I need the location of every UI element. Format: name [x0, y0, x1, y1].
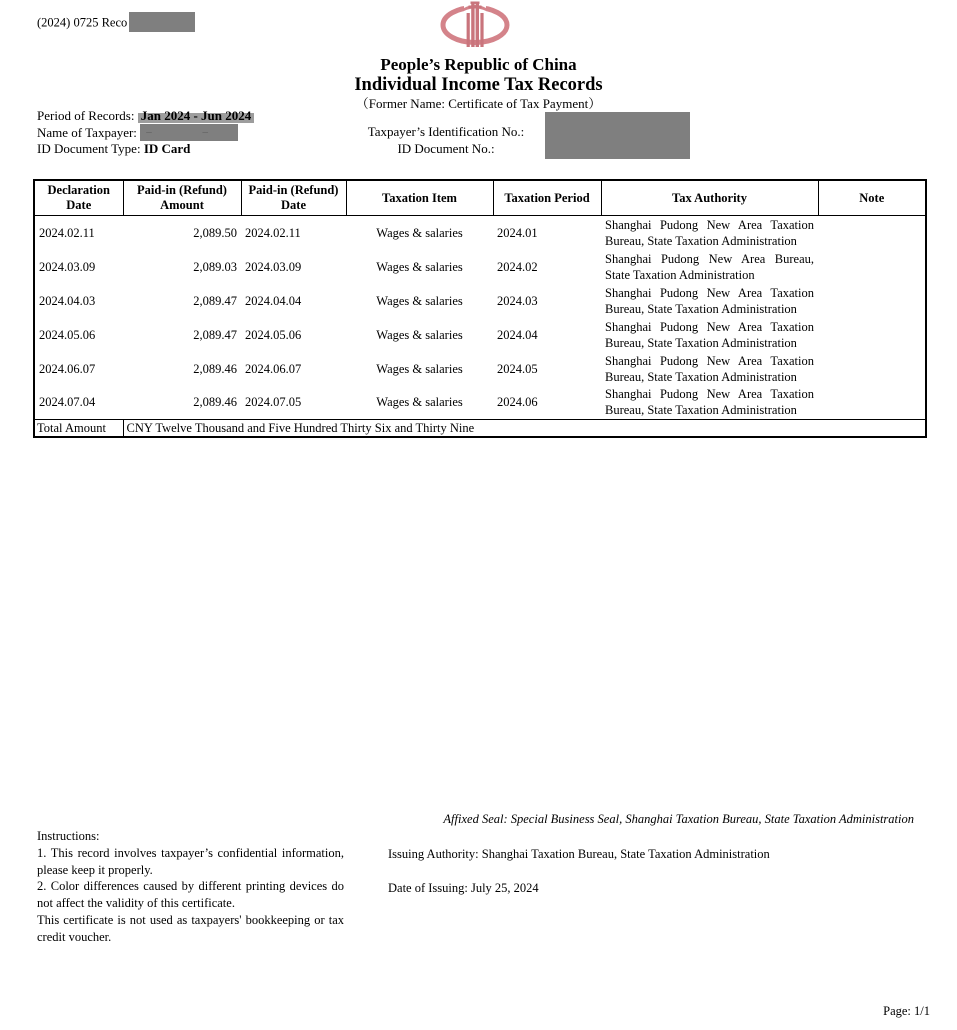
note-cell [818, 386, 926, 420]
redaction-box [129, 12, 195, 32]
instructions-block [37, 828, 344, 946]
taxation-period-cell: 2024.06 [497, 395, 538, 410]
redaction-box: – – [140, 124, 238, 141]
name-of-taxpayer-label: Name of Taxpayer: [37, 124, 137, 140]
tax-authority-cell: Shanghai Pudong New Area Taxation Bureau, State Taxation Administration [605, 319, 814, 350]
paid-in-amount-cell: 2,089.46 [193, 361, 237, 376]
table-row [34, 318, 926, 352]
paid-in-amount-cell: 2,089.50 [193, 225, 237, 240]
declaration-date-cell: 2024.03.09 [39, 259, 96, 274]
declaration-date-cell: 2024.06.07 [39, 361, 96, 376]
document-number-text: (2024) 0725 Reco [37, 15, 128, 30]
note-cell [818, 352, 926, 386]
instruction-item-3: This certificate is not used as taxpayers' bookkeeping or tax credit voucher. [37, 912, 344, 944]
paid-in-amount-cell: 2,089.03 [193, 259, 237, 274]
id-document-type-label: ID Document Type: [37, 141, 141, 157]
declaration-date-cell: 2024.07.04 [39, 395, 96, 410]
china-taxation-emblem-icon [437, 1, 513, 47]
col-paid-in-refund-amount: Paid-in (Refund) Amount [123, 180, 241, 216]
page-title-country: People’s Republic of China [380, 55, 577, 74]
tax-authority-cell: Shanghai Pudong New Area Bureau, State Taxation Administration [605, 251, 814, 282]
table-row [34, 284, 926, 318]
col-taxation-item: Taxation Item [346, 180, 493, 216]
tax-authority-cell: Shanghai Pudong New Area Taxation Bureau, State Taxation Administration [605, 387, 814, 418]
total-amount-label: Total Amount [34, 420, 123, 438]
taxation-period-cell: 2024.01 [497, 225, 538, 240]
col-tax-authority: Tax Authority [601, 180, 818, 216]
taxpayer-fields-right [350, 124, 542, 157]
page-subtitle-former-name: （Former Name: Certificate of Tax Payment） [355, 96, 602, 111]
col-declaration-date: Declaration Date [34, 180, 123, 216]
taxation-item-cell: Wages & salaries [376, 361, 463, 376]
paid-in-date-cell: 2024.04.04 [245, 293, 302, 308]
instruction-item-1: 1. This record involves taxpayer’s confidential information, please keep it properly. [37, 845, 344, 877]
note-cell [818, 318, 926, 352]
paid-in-date-cell: 2024.03.09 [245, 259, 302, 274]
id-document-no-label: ID Document No.: [397, 140, 495, 156]
id-document-type-value: ID Card [143, 141, 191, 157]
taxpayer-fields-left [37, 108, 254, 158]
taxation-item-cell: Wages & salaries [376, 327, 463, 342]
period-of-records-label: Period of Records: [37, 108, 135, 123]
issuing-authority-line: Issuing Authority: Shanghai Taxation Bureau, State Taxation Administration [388, 847, 770, 861]
taxation-item-cell: Wages & salaries [376, 259, 463, 274]
title-block [0, 55, 957, 112]
col-note: Note [818, 180, 926, 216]
note-cell [818, 284, 926, 318]
paid-in-amount-cell: 2,089.46 [193, 395, 237, 410]
total-amount-value: CNY Twelve Thousand and Five Hundred Thirty Six and Thirty Nine [123, 420, 926, 438]
taxation-period-cell: 2024.02 [497, 259, 538, 274]
declaration-date-cell: 2024.04.03 [39, 293, 96, 308]
tax-authority-cell: Shanghai Pudong New Area Taxation Bureau, State Taxation Administration [605, 285, 814, 316]
taxation-item-cell: Wages & salaries [376, 225, 463, 240]
paid-in-date-cell: 2024.02.11 [245, 225, 301, 240]
table-row [34, 352, 926, 386]
instruction-item-2: 2. Color differences caused by different printing devices do not affect the validity of this certificate. [37, 879, 344, 911]
instructions-title: Instructions: [37, 829, 100, 843]
taxpayer-identification-no-label: Taxpayer’s Identification No.: [367, 124, 525, 139]
taxation-period-cell: 2024.03 [497, 293, 538, 308]
page-title-document: Individual Income Tax Records [354, 75, 603, 95]
redaction-box [545, 112, 690, 159]
col-taxation-period: Taxation Period [493, 180, 601, 216]
tax-authority-cell: Shanghai Pudong New Area Taxation Bureau, State Taxation Administration [605, 217, 814, 248]
declaration-date-cell: 2024.05.06 [39, 327, 96, 342]
note-cell [818, 216, 926, 250]
paid-in-amount-cell: 2,089.47 [193, 293, 237, 308]
taxation-item-cell: Wages & salaries [376, 293, 463, 308]
paid-in-amount-cell: 2,089.47 [193, 327, 237, 342]
table-header-row [34, 180, 926, 216]
tax-records-table [33, 179, 925, 438]
note-cell [818, 250, 926, 284]
table-total-row [34, 420, 926, 438]
declaration-date-cell: 2024.02.11 [39, 225, 95, 240]
affixed-seal-note: Affixed Seal: Special Business Seal, Shanghai Taxation Bureau, State Taxation Administration [443, 812, 914, 826]
taxation-period-cell: 2024.04 [497, 327, 538, 342]
paid-in-date-cell: 2024.07.05 [245, 395, 302, 410]
taxation-item-cell: Wages & salaries [376, 395, 463, 410]
paid-in-date-cell: 2024.06.07 [245, 361, 302, 376]
table-row [34, 386, 926, 420]
col-paid-in-refund-date: Paid-in (Refund) Date [241, 180, 346, 216]
date-of-issuing-line: Date of Issuing: July 25, 2024 [388, 881, 539, 895]
taxation-period-cell: 2024.05 [497, 361, 538, 376]
table-row [34, 250, 926, 284]
table-row [34, 216, 926, 250]
document-number [37, 15, 195, 32]
period-of-records-value: Jan 2024 - Jun 2024 [138, 108, 255, 123]
page-number: Page: 1/1 [883, 1004, 930, 1018]
paid-in-date-cell: 2024.05.06 [245, 327, 302, 342]
tax-authority-cell: Shanghai Pudong New Area Taxation Bureau, State Taxation Administration [605, 353, 814, 384]
